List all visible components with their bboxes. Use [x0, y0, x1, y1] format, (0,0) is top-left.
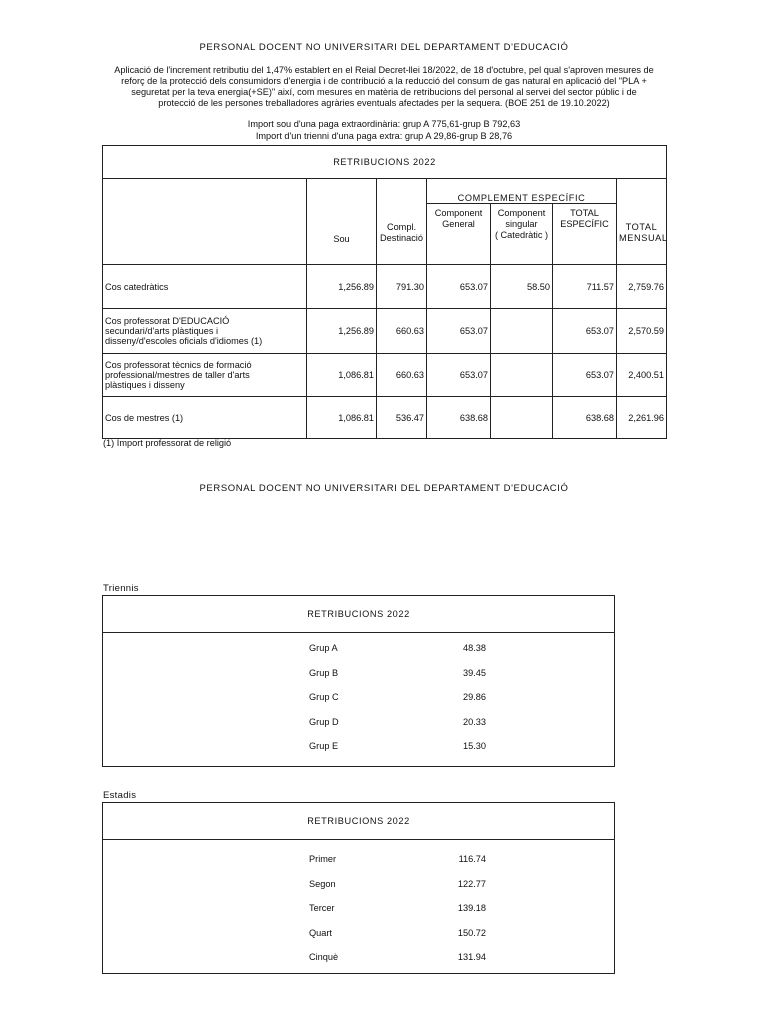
- table-caption: RETRIBUCIONS 2022: [103, 596, 614, 633]
- table-caption: RETRIBUCIONS 2022: [103, 146, 667, 179]
- cell-total-mensual: 2,759.76: [617, 265, 667, 309]
- estadis-label: Estadis: [103, 790, 137, 801]
- cell-general: 638.68: [427, 397, 491, 439]
- cell-total-mensual: 2,261.96: [617, 397, 667, 439]
- cell-total-especific: 638.68: [553, 397, 617, 439]
- header-text: Destinació: [380, 233, 423, 243]
- table-row: [103, 354, 667, 397]
- row-value: 116.74: [458, 854, 486, 864]
- cell-total-especific: 653.07: [553, 309, 617, 354]
- cell-singular: [491, 354, 553, 397]
- header-text: ESPECÍFIC: [560, 219, 609, 229]
- cell-singular: [491, 309, 553, 354]
- import-paga-extra: Import sou d'una paga extraordinària: grup A 775,61-grup B 792,63: [247, 119, 521, 129]
- row-label-line: Cos professorat tècnics de formació: [105, 360, 252, 370]
- row-value: 150.72: [457, 927, 486, 938]
- cell-destinacio: 791.30: [377, 265, 427, 309]
- cell-destinacio: 660.63: [377, 309, 427, 354]
- cell-total-mensual: 2,400.51: [617, 354, 667, 397]
- triennis-table: [102, 595, 615, 767]
- table-row: [103, 265, 667, 309]
- header-total-especific: [553, 204, 617, 265]
- cell-general: 653.07: [427, 354, 491, 397]
- cell-sou: 1,256.89: [307, 309, 377, 354]
- table-row: [103, 309, 667, 354]
- row-label-line: professional/mestres de taller d'arts: [105, 370, 250, 380]
- header-text: singular: [505, 219, 538, 229]
- header-text: Compl.: [386, 222, 417, 232]
- row-label: Primer: [309, 854, 337, 864]
- intro-line: protecció de les persones treballadores agràries eventuals afectades per la sequera. (BOE 251 de 19.10.2022): [158, 98, 610, 108]
- cell-destinacio: 660.63: [377, 354, 427, 397]
- table-row: [103, 848, 614, 873]
- header-sou: Sou: [307, 179, 377, 265]
- row-value: 29.86: [463, 692, 486, 703]
- row-label: Grup D: [309, 716, 339, 727]
- row-value: 15.30: [463, 741, 486, 752]
- header-complement-especific: COMPLEMENT ESPECÍFIC: [427, 179, 617, 204]
- cell-destinacio: 536.47: [377, 397, 427, 439]
- header-text: MENSUAL: [619, 233, 668, 243]
- table-row: [103, 397, 667, 439]
- header-text: ( Catedràtic ): [494, 230, 549, 240]
- row-label: [103, 265, 307, 309]
- row-label: [103, 354, 307, 397]
- table-row: [103, 686, 614, 711]
- row-label: Grup E: [309, 741, 339, 752]
- cell-singular: [491, 397, 553, 439]
- row-label-line: Cos catedràtics: [105, 281, 169, 292]
- section-title: PERSONAL DOCENT NO UNIVERSITARI DEL DEPARTAMENT D'EDUCACIÓ: [199, 483, 569, 494]
- row-label: [103, 309, 307, 354]
- cell-total-especific: 711.57: [553, 265, 617, 309]
- intro-line: reforç de la protecció dels consumidors d'energia i de contribució a la reducció del consum de gas natural en aplicació del "PLA +: [121, 76, 647, 86]
- triennis-label: Triennis: [103, 583, 139, 594]
- row-value: 139.18: [457, 903, 486, 914]
- row-label-line: disseny/d'escoles oficials d'idiomes (1): [105, 336, 263, 346]
- import-trienni: Import d'un trienni d'una paga extra: grup A 29,86-grup B 28,76: [255, 131, 513, 141]
- row-label-line: plàstiques i disseny: [105, 380, 185, 390]
- header-component-singular: [491, 204, 553, 265]
- table-row: [103, 873, 614, 898]
- cell-total-mensual: 2,570.59: [617, 309, 667, 354]
- intro-line: Aplicació de l'increment retributiu del 1,47% establert en el Reial Decret-llei 18/2022, de 18 d'octubre, pel qual s'aproven mesures de: [114, 65, 654, 75]
- row-label: [103, 397, 307, 439]
- header-text: Component: [497, 208, 546, 218]
- header-blank: [103, 179, 307, 265]
- intro-paragraph: [108, 65, 660, 109]
- cell-singular: 58.50: [491, 265, 553, 309]
- row-label: Tercer: [309, 903, 335, 914]
- cell-sou: 1,256.89: [307, 265, 377, 309]
- row-label-line: Cos professorat D'EDUCACIÓ: [105, 316, 230, 326]
- row-value: 122.77: [457, 878, 486, 889]
- cell-sou: 1,086.81: [307, 397, 377, 439]
- row-label: Segon: [309, 878, 336, 889]
- row-label: Quart: [309, 927, 332, 938]
- row-label-line: Cos de mestres (1): [105, 412, 184, 423]
- row-label: Cinquè: [309, 952, 339, 963]
- row-label: Grup B: [309, 667, 339, 678]
- estadis-table: [102, 802, 615, 974]
- cell-general: 653.07: [427, 309, 491, 354]
- header-text: TOTAL: [625, 222, 658, 232]
- header-text: General: [442, 219, 475, 229]
- header-compl-destinacio: [377, 179, 427, 265]
- row-label: Grup A: [309, 643, 338, 653]
- table-row: [103, 946, 614, 971]
- row-value: 39.45: [463, 667, 486, 678]
- cell-sou: 1,086.81: [307, 354, 377, 397]
- header-text: TOTAL: [570, 208, 599, 218]
- table-row: [103, 637, 614, 662]
- table-row: [103, 897, 614, 922]
- row-value: 48.38: [463, 643, 486, 653]
- table-row: [103, 922, 614, 947]
- intro-line: seguretat per la teva energia(+SE)" així, com mesures en matèria de retribucions del personal al servei del sector públic i de: [131, 87, 637, 97]
- header-total-mensual: [617, 179, 667, 265]
- cell-total-especific: 653.07: [553, 354, 617, 397]
- table-row: [103, 662, 614, 687]
- table-row: [103, 735, 614, 760]
- footnote: (1) Import professorat de religió: [103, 438, 232, 448]
- row-value: 131.94: [457, 952, 486, 963]
- header-text: Component: [434, 208, 483, 218]
- row-label-line: secundari/d'arts plàstiques i: [105, 326, 219, 336]
- table-caption: RETRIBUCIONS 2022: [103, 803, 614, 840]
- document-title: PERSONAL DOCENT NO UNIVERSITARI DEL DEPARTAMENT D'EDUCACIÓ: [199, 42, 569, 53]
- table-row: [103, 711, 614, 736]
- header-component-general: [427, 204, 491, 265]
- cell-general: 653.07: [427, 265, 491, 309]
- retribucions-table: [102, 145, 667, 439]
- row-value: 20.33: [463, 716, 486, 727]
- row-label: Grup C: [309, 692, 339, 703]
